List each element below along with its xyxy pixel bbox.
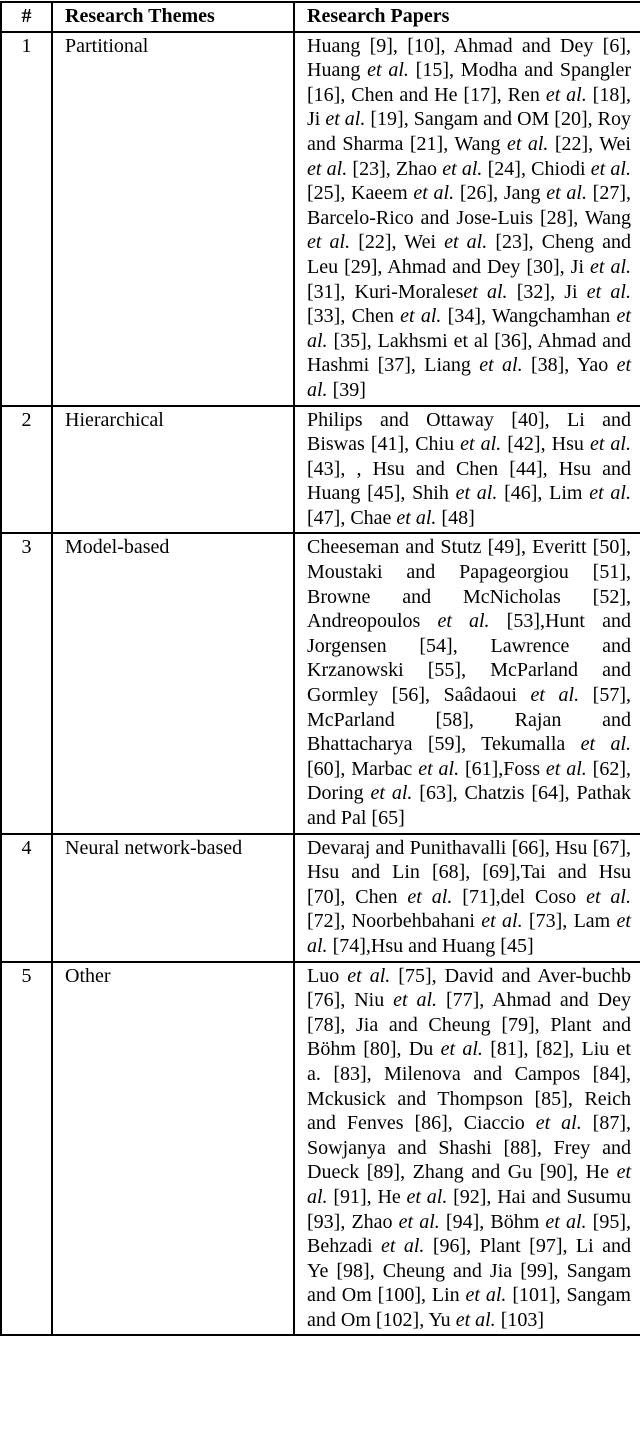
- papers-text-segment: [75], David and Aver-buchb [76], Niu: [307, 964, 631, 1012]
- et-al-italic: et al.: [586, 280, 631, 303]
- papers-text-segment: [74],Hsu and Huang [45]: [327, 934, 534, 957]
- table-body: [1, 32, 640, 1336]
- papers-cell: [294, 834, 640, 962]
- et-al-italic: et al.: [396, 506, 437, 529]
- et-al-italic: et al.: [418, 757, 460, 780]
- et-al-italic: et al.: [307, 1161, 631, 1208]
- papers-text-segment: [33], Chen: [307, 305, 401, 328]
- papers-text-segment: [81], [82], Liu et a. [83], Milenova and Campos [84], Mckusick and Thompson [85], Reich and Fenves [86], Ciaccio: [307, 1038, 631, 1135]
- papers-text-segment: [18], Ji: [307, 83, 631, 131]
- et-al-italic: et al.: [455, 482, 498, 505]
- et-al-italic: et al.: [465, 1284, 507, 1307]
- et-al-italic: et al.: [407, 885, 453, 908]
- papers-cell: [294, 32, 640, 406]
- papers-text-segment: [39]: [327, 378, 366, 401]
- papers-text-segment: [23], Cheng and Leu [29], Ahmad and Dey [30], Ji: [307, 231, 631, 278]
- et-al-italic: et al.: [586, 885, 631, 908]
- et-al-italic: et al.: [406, 1185, 448, 1208]
- papers-text-segment: [35], Lakhsmi et al [36], Ahmad and Hashmi [37], Liang: [307, 329, 631, 377]
- papers-text-segment: [96], Plant [97], Li and Ye [98], Cheung and Jia [99], Sangam and Om [100], Lin: [307, 1235, 631, 1307]
- papers-text-segment: [62], Doring: [307, 757, 631, 805]
- et-al-italic: et al.: [589, 433, 631, 456]
- et-al-italic: et al.: [440, 1038, 483, 1061]
- et-al-italic: et al.: [479, 354, 523, 377]
- papers-cell: [294, 962, 640, 1336]
- table-row: [1, 32, 640, 406]
- et-al-italic: et al.: [380, 1235, 425, 1258]
- papers-text-segment: [95], Behzadi: [307, 1210, 631, 1258]
- et-al-italic: et al.: [545, 83, 587, 106]
- et-al-italic: et al.: [460, 433, 502, 456]
- et-al-italic: et al.: [546, 182, 587, 205]
- row-number-cell: 3: [1, 533, 52, 833]
- papers-text-segment: [73], Lam: [522, 910, 617, 933]
- papers-text-segment: [60], Marbac: [307, 757, 419, 780]
- et-al-italic: et al.: [413, 182, 455, 205]
- papers-text-segment: [72], Noorbehbahani: [307, 910, 482, 933]
- et-al-italic: et al.: [442, 157, 483, 180]
- papers-text-segment: Devaraj and Punithavalli [66], Hsu [67], Hsu and Lin [68], [69],Tai and Hsu [70], Chen: [307, 836, 631, 908]
- et-al-italic: et al.: [307, 231, 351, 254]
- row-number-cell: 4: [1, 834, 52, 962]
- papers-text-segment: [103]: [495, 1308, 545, 1331]
- table-row: [1, 834, 640, 962]
- et-al-italic: et al.: [455, 1308, 496, 1331]
- papers-text-segment: [25], Kaeem: [307, 182, 414, 205]
- papers-text-segment: [19], Sangam and OM [20], Roy and Sharma [21], Wang: [307, 108, 631, 155]
- papers-text-segment: Philips and Ottaway [40], Li and Biswas [41], Chiu: [307, 408, 631, 456]
- papers-text-segment: [61],Foss: [459, 757, 546, 780]
- header-row: [1, 2, 640, 32]
- table-row: [1, 406, 640, 534]
- et-al-italic: et al.: [590, 255, 631, 278]
- papers-text-segment: Cheeseman and Stutz [49], Everitt [50], Moustaki and Papageorgiou [51], Browne and McNicholas [52], Andreopoulos: [307, 536, 631, 633]
- row-number-cell: 5: [1, 962, 52, 1336]
- papers-text-segment: [22], Wei: [350, 231, 445, 254]
- et-al-italic: et al.: [530, 684, 580, 707]
- et-al-italic: et al.: [307, 910, 631, 957]
- et-al-italic: et al.: [400, 305, 442, 328]
- papers-text-segment: [31], Kuri-Morales: [307, 280, 464, 303]
- papers-text-segment: [63], Chatzis [64], Pathak and Pal [65]: [307, 782, 631, 829]
- row-number-cell: 2: [1, 406, 52, 534]
- table-header: [1, 2, 640, 32]
- et-al-italic: et al.: [481, 910, 523, 933]
- papers-text-segment: [42], Hsu: [501, 433, 590, 456]
- papers-cell: [294, 406, 640, 534]
- papers-text-segment: [46], Lim: [497, 482, 590, 505]
- et-al-italic: et al.: [545, 1210, 587, 1233]
- papers-text-segment: [15], Modha and Spangler [16], Chen and He [17], Ren: [307, 59, 631, 106]
- theme-cell: Partitional: [52, 32, 294, 406]
- et-al-italic: et al.: [398, 1210, 440, 1233]
- papers-text-segment: Luo: [307, 964, 348, 987]
- papers-text-segment: [53],Hunt and Jorgensen [54], Lawrence and Krzanowski [55], McParland and Gormley [56], Saâdaoui: [307, 610, 631, 707]
- papers-text-segment: [87], Sowjanya and Shashi [88], Frey and Dueck [89], Zhang and Gu [90], He: [307, 1112, 631, 1184]
- header-num: #: [1, 2, 52, 32]
- papers-text-segment: [48]: [436, 506, 475, 529]
- et-al-italic: et al.: [370, 782, 413, 805]
- et-al-italic: et al.: [437, 610, 490, 633]
- header-research-papers: Research Papers: [294, 2, 640, 32]
- papers-text-segment: [71],del Coso: [452, 885, 587, 908]
- et-al-italic: et al.: [535, 1112, 582, 1135]
- papers-text-segment: [32], Ji: [507, 280, 587, 303]
- table-row: [1, 533, 640, 833]
- papers-text-segment: [57], McParland [58], Rajan and Bhattacharya [59], Tekumalla: [307, 684, 631, 756]
- et-al-italic: et al.: [545, 757, 587, 780]
- et-al-italic: et al.: [347, 964, 391, 987]
- et-al-italic: et al.: [589, 482, 631, 505]
- papers-text-segment: [47], Chae: [307, 506, 397, 529]
- et-al-italic: et al.: [590, 157, 631, 180]
- theme-cell: Other: [52, 962, 294, 1336]
- papers-text-segment: [22], Wei: [548, 132, 631, 155]
- papers-text-segment: [101], Sangam and Om [102], Yu: [307, 1284, 631, 1331]
- theme-cell: Neural network-based: [52, 834, 294, 962]
- et-al-italic: et al.: [444, 231, 488, 254]
- table-row: [1, 962, 640, 1336]
- et-al-italic: et al.: [307, 305, 631, 352]
- et-al-italic: et al.: [325, 108, 366, 131]
- et-al-italic: et al.: [393, 989, 438, 1012]
- et-al-italic: et al.: [307, 157, 348, 180]
- theme-cell: Model-based: [52, 533, 294, 833]
- papers-text-segment: [77], Ahmad and Dey [78], Jia and Cheung [79], Plant and Böhm [80], Du: [307, 989, 631, 1061]
- papers-text-segment: [91], He: [327, 1185, 407, 1208]
- papers-text-segment: [92], Hai and Susumu [93], Zhao: [307, 1185, 631, 1233]
- papers-text-segment: [24], Chiodi: [482, 157, 591, 180]
- papers-text-segment: [94], Böhm: [439, 1210, 546, 1233]
- papers-text-segment: [43], , Hsu and Chen [44], Hsu and Huang [45], Shih: [307, 457, 631, 505]
- et-al-italic: et al.: [580, 733, 632, 756]
- papers-text-segment: [34], Wangchamhan: [441, 305, 617, 328]
- papers-text-segment: Huang [9], [10], Ahmad and Dey [6], Huang: [307, 34, 631, 82]
- et-al-italic: et al.: [463, 280, 508, 303]
- row-number-cell: 1: [1, 32, 52, 406]
- research-themes-table: [0, 1, 640, 1336]
- et-al-italic: et al.: [307, 354, 631, 401]
- papers-text-segment: [38], Yao: [522, 354, 617, 377]
- papers-text-segment: [23], Zhao: [347, 157, 443, 180]
- header-research-themes: Research Themes: [52, 2, 294, 32]
- papers-text-segment: [26], Jang: [454, 182, 547, 205]
- et-al-italic: et al.: [506, 132, 549, 155]
- theme-cell: Hierarchical: [52, 406, 294, 534]
- papers-text-segment: [27], Barcelo-Rico and Jose-Luis [28], Wang: [307, 182, 632, 229]
- et-al-italic: et al.: [367, 59, 409, 82]
- papers-cell: [294, 533, 640, 833]
